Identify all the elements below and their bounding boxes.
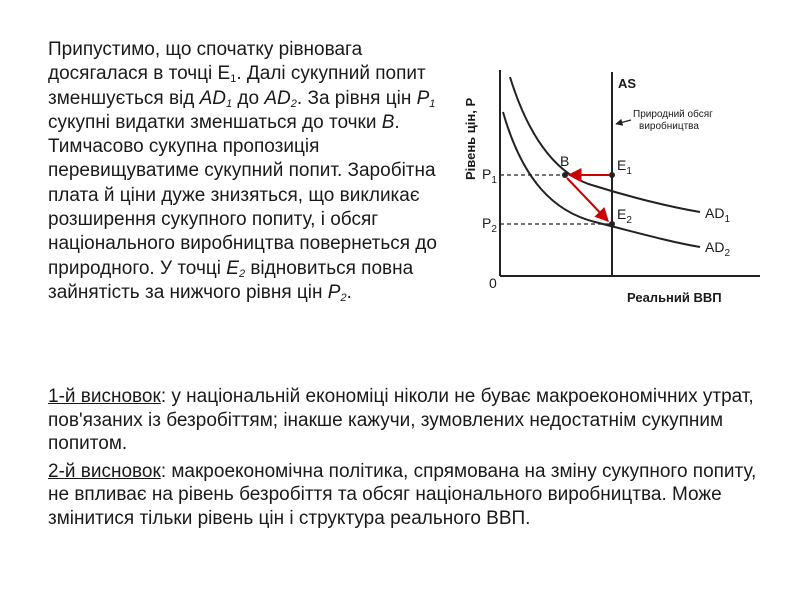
e2-term: Е (226, 257, 239, 279)
origin-label: 0 (489, 275, 497, 291)
natural-output-label-2: виробництва (639, 121, 699, 132)
text: . Далі сукупний попит зменшується від (48, 63, 426, 109)
explanation-paragraph (48, 38, 440, 305)
subscript: 1 (429, 97, 436, 110)
text: до (232, 87, 265, 109)
text: сукупні видатки зменшаться до точки (48, 111, 382, 133)
ad2-label: $AD_2$ (705, 239, 731, 259)
p1-label: $P_1$ (482, 166, 497, 186)
natural-output-pointer (616, 120, 631, 124)
conclusion-heading: 2-й висновок (48, 460, 161, 482)
text: . Тимчасово сукупна пропозиція перевищуватиме сукупний попит. Заробітна плата й ціни дуже знизяться, що викликає розширення сукупного попиту, і обсяг національного виробництва повернеться до природного. У точці (48, 111, 437, 279)
text: Припустимо, що спочатку рівновага досягалася в точці Е (48, 39, 363, 85)
subscript: 2 (238, 267, 246, 280)
y-axis-label: Рівень цін, P (463, 97, 478, 180)
conclusion-text: : у національній економіці ніколи не буває макроекономічних утрат, пов'язаних із безробіттям; інакше кажучи, зумовлених недостатнім сукупним попитом. (48, 386, 754, 454)
conclusion-2 (48, 460, 768, 531)
subscript: 1 (226, 97, 233, 110)
natural-output-label-1: Природний обсяг (633, 109, 713, 120)
point-b-label: B (560, 153, 570, 169)
subscript: 2 (290, 97, 297, 110)
ad1-curve (510, 77, 700, 212)
conclusions (48, 385, 768, 534)
point-e1-label: $E_1$ (617, 157, 632, 177)
as-label: AS (618, 76, 637, 91)
subscript: 1 (230, 73, 237, 86)
ad1-label: $AD_1$ (705, 205, 731, 225)
conclusion-heading: 1-й висновок (48, 386, 161, 407)
point-b (562, 172, 568, 178)
p2-label: $P_2$ (482, 215, 497, 235)
conclusion-text: : макроекономічна політика, спрямована на зміну сукупного попиту, не впливає на рівень безробіття та обсяг національного виробництва. Може змінитися тільки рівень цін і структура реального ВВП. (48, 460, 757, 529)
text: . (346, 281, 352, 303)
text: відновиться повна зайнятість за нижчого рівня цін (48, 257, 414, 303)
ad-as-diagram (455, 62, 775, 312)
p2-term: P (327, 281, 341, 303)
ad2-term: AD (264, 87, 291, 109)
subscript: 2 (340, 291, 347, 304)
p1-term: P (416, 87, 430, 109)
point-e2-label: $E_2$ (617, 206, 632, 226)
point-b-term: В (381, 111, 395, 133)
conclusion-1 (48, 385, 768, 456)
text: . За рівня цін (296, 87, 417, 109)
point-e2 (609, 221, 615, 227)
x-axis-label: Реальний ВВП (627, 290, 722, 305)
ad1-term: AD (199, 87, 227, 109)
